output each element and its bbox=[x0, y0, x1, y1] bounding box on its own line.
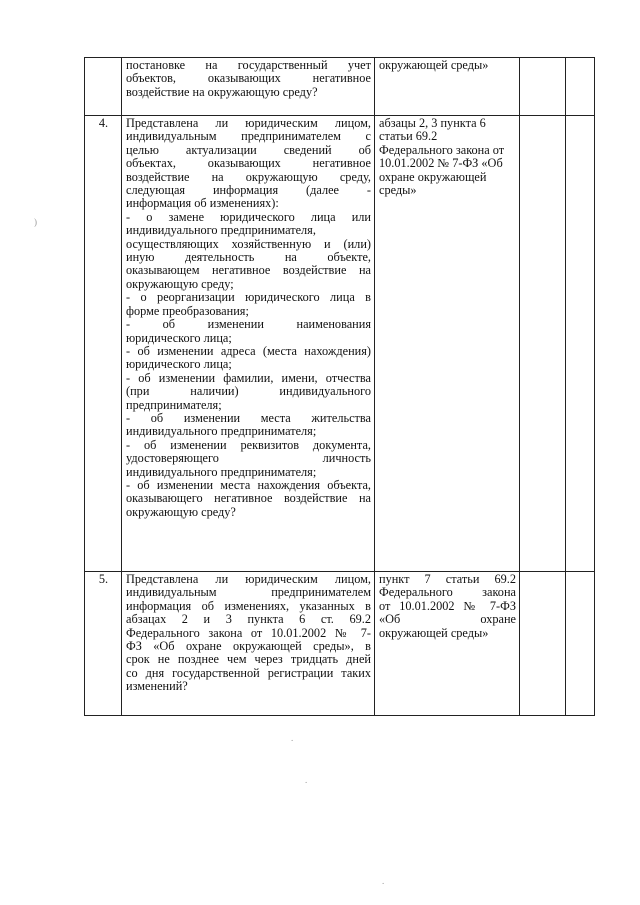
question-line: следующая информация (далее - bbox=[126, 183, 371, 198]
question-line: срок не позднее чем через тридцать дней bbox=[126, 652, 371, 667]
question-line: Федерального закона от 10.01.2002 № 7- bbox=[126, 625, 371, 640]
scan-speck: . bbox=[305, 775, 308, 785]
question-line: оказывающего негативное воздействие на bbox=[126, 491, 371, 506]
reference-line: «Об охране bbox=[379, 612, 516, 627]
reference-line: окружающей среды» bbox=[379, 58, 489, 72]
question-line: - о реорганизации юридического лица в bbox=[126, 290, 371, 305]
note-cell bbox=[566, 58, 595, 116]
question-line: окружающую среду; bbox=[126, 276, 234, 291]
question-line: изменений? bbox=[126, 679, 188, 694]
question-line: абзацах 2 и 3 пункта 6 ст. 69.2 bbox=[126, 612, 371, 627]
row-number bbox=[85, 58, 122, 116]
reference-line: пункт 7 статьи 69.2 bbox=[379, 572, 516, 586]
legal-reference-cell bbox=[375, 116, 520, 572]
row-number: 4. bbox=[85, 116, 122, 572]
reference-line: Федерального закона bbox=[379, 585, 516, 600]
question-line: удостоверяющего личность bbox=[126, 451, 371, 466]
legal-reference-cell bbox=[375, 572, 520, 716]
table-row bbox=[85, 116, 595, 572]
question-line: информация об изменениях): bbox=[126, 196, 279, 211]
question-line: - об изменении адреса (места нахождения) bbox=[126, 343, 371, 358]
question-line: осуществляющих хозяйственную и (или) bbox=[126, 236, 371, 251]
question-line: - о замене юридического лица или bbox=[126, 209, 371, 224]
question-line: целью актуализации сведений об bbox=[126, 142, 371, 157]
reference-line: абзацы 2, 3 пункта 6 bbox=[379, 116, 486, 130]
table-body bbox=[85, 58, 595, 716]
question-line: - об изменении места жительства bbox=[126, 410, 371, 425]
table-row bbox=[85, 58, 595, 116]
reference-line: Федерального закона от bbox=[379, 142, 505, 157]
question-line: ФЗ «Об охране окружающей среды», в bbox=[126, 639, 371, 654]
answer-cell bbox=[520, 58, 566, 116]
question-line: со дня государственной регистрации таких bbox=[126, 665, 371, 680]
question-line: иную деятельность на объекте, bbox=[126, 250, 371, 265]
question-line: юридического лица; bbox=[126, 330, 232, 345]
question-cell bbox=[122, 58, 375, 116]
question-line: индивидуального предпринимателя, bbox=[126, 223, 316, 238]
table-row bbox=[85, 572, 595, 716]
question-line: объектов, оказывающих негативное bbox=[126, 71, 371, 86]
question-line: воздействие на окружающую среду, bbox=[126, 169, 371, 184]
question-cell bbox=[122, 572, 375, 716]
question-line: информация об изменениях, указанных в bbox=[126, 598, 371, 613]
question-line: индивидуальным предпринимателем bbox=[126, 585, 371, 600]
scan-speck: . bbox=[382, 876, 385, 886]
question-line: (при наличии) индивидуального bbox=[126, 384, 371, 399]
note-cell bbox=[566, 116, 595, 572]
question-line: индивидуальным предпринимателем с bbox=[126, 129, 371, 144]
checklist-table bbox=[84, 57, 595, 716]
question-line: - об изменении фамилии, имени, отчества bbox=[126, 370, 371, 385]
scan-speck: . bbox=[291, 733, 294, 743]
reference-line: статьи 69.2 bbox=[379, 129, 438, 144]
note-cell bbox=[566, 572, 595, 716]
question-line: индивидуального предпринимателя; bbox=[126, 424, 317, 439]
answer-cell bbox=[520, 116, 566, 572]
question-line: форме преобразования; bbox=[126, 303, 249, 318]
reference-line: окружающей среды» bbox=[379, 625, 489, 640]
question-line: постановке на государственный учет bbox=[126, 58, 371, 72]
reference-line: среды» bbox=[379, 183, 417, 198]
reference-line: от 10.01.2002 № 7-ФЗ bbox=[379, 598, 516, 613]
question-line: индивидуального предпринимателя; bbox=[126, 464, 317, 479]
reference-line: охране окружающей bbox=[379, 169, 487, 184]
question-line: - об изменении реквизитов документа, bbox=[126, 437, 371, 452]
reference-line: 10.01.2002 № 7-ФЗ «Об bbox=[379, 156, 503, 171]
question-line: оказывающем негативное воздействие на bbox=[126, 263, 371, 278]
question-line: Представлена ли юридическим лицом, bbox=[126, 116, 371, 130]
question-cell bbox=[122, 116, 375, 572]
row-number: 5. bbox=[85, 572, 122, 716]
question-line: объектах, оказывающих негативное bbox=[126, 156, 371, 171]
question-line: Представлена ли юридическим лицом, bbox=[126, 572, 371, 586]
question-line: юридического лица; bbox=[126, 357, 232, 372]
legal-reference-cell bbox=[375, 58, 520, 116]
question-line: предпринимателя; bbox=[126, 397, 222, 412]
question-line: окружающую среду? bbox=[126, 504, 236, 519]
question-line: воздействие на окружающую среду? bbox=[126, 84, 318, 99]
scan-speck: ) bbox=[34, 217, 37, 227]
question-line: - об изменении места нахождения объекта, bbox=[126, 477, 371, 492]
question-line: - об изменении наименования bbox=[126, 317, 371, 332]
answer-cell bbox=[520, 572, 566, 716]
